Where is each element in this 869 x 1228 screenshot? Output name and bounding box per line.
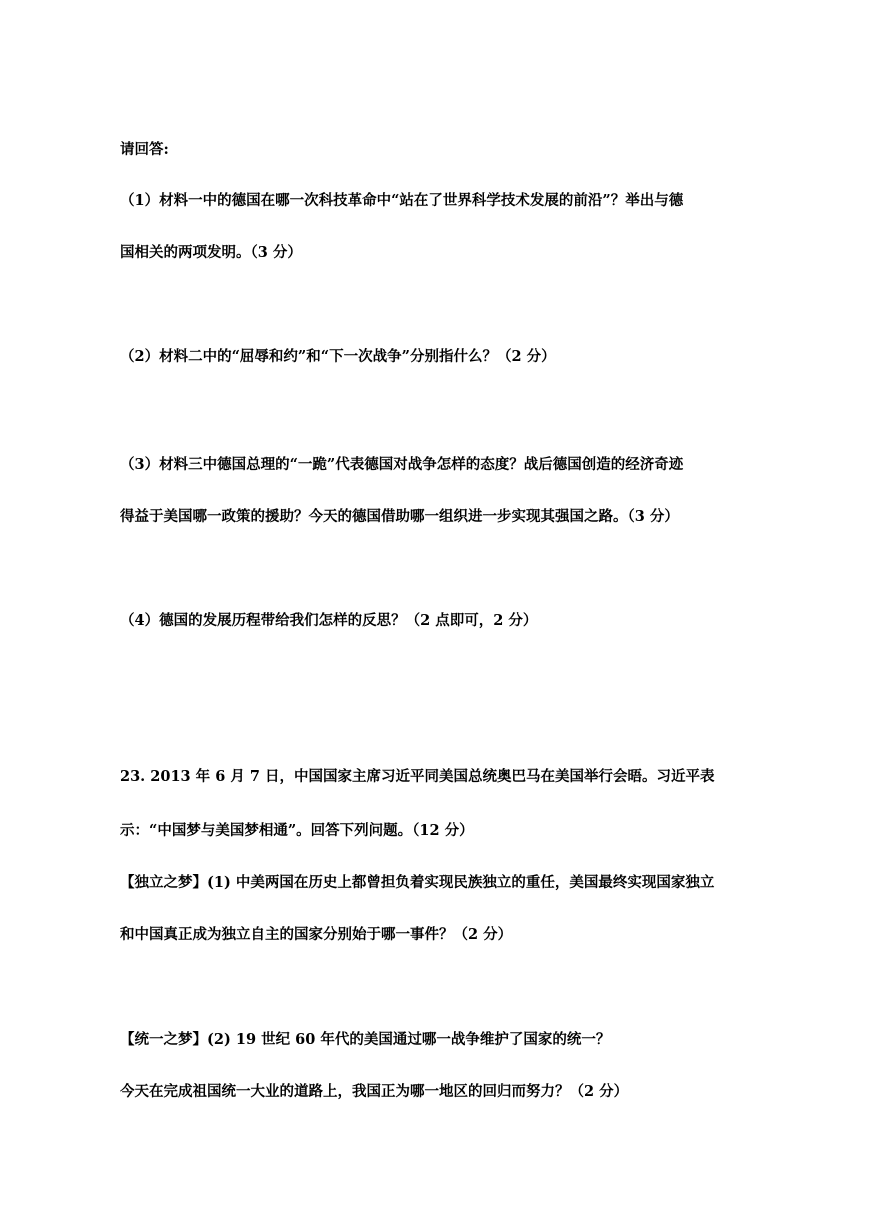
question-23-line-2: 示：“中国梦与美国梦相通”。回答下列问题。（12 分） xyxy=(120,822,474,839)
independence-dream-line-2: 和中国真正成为独立自主的国家分别始于哪一事件？（2 分） xyxy=(120,926,513,943)
question-1-line-1: （1）材料一中的德国在哪一次科技革命中“站在了世界科学技术发展的前沿”？举出与德 xyxy=(120,192,684,209)
prompt-heading: 请回答: xyxy=(120,141,169,158)
question-3-line-2: 得益于美国哪一政策的援助？今天的德国借助哪一组织进一步实现其强国之路。（3 分） xyxy=(120,508,679,525)
question-4: （4）德国的发展历程带给我们怎样的反思？（2 点即可，2 分） xyxy=(120,612,538,629)
question-3-line-1: （3）材料三中德国总理的“一跪”代表德国对战争怎样的态度？战后德国创造的经济奇迹 xyxy=(120,456,684,473)
unity-dream-line-1: 【统一之梦】(2) 19 世纪 60 年代的美国通过哪一战争维护了国家的统一？ xyxy=(120,1031,611,1048)
question-2: （2）材料二中的“屈辱和约”和“下一次战争”分别指什么？（2 分） xyxy=(120,348,556,365)
unity-dream-line-2: 今天在完成祖国统一大业的道路上，我国正为哪一地区的回归而努力？（2 分） xyxy=(120,1083,629,1100)
question-1-line-2: 国相关的两项发明。（3 分） xyxy=(120,244,302,261)
question-23-line-1: 23. 2013 年 6 月 7 日，中国国家主席习近平同美国总统奥巴马在美国举行会晤。习近平表 xyxy=(120,768,715,785)
independence-dream-line-1: 【独立之梦】(1) 中美两国在历史上都曾担负着实现民族独立的重任，美国最终实现国家独立 xyxy=(120,874,715,891)
